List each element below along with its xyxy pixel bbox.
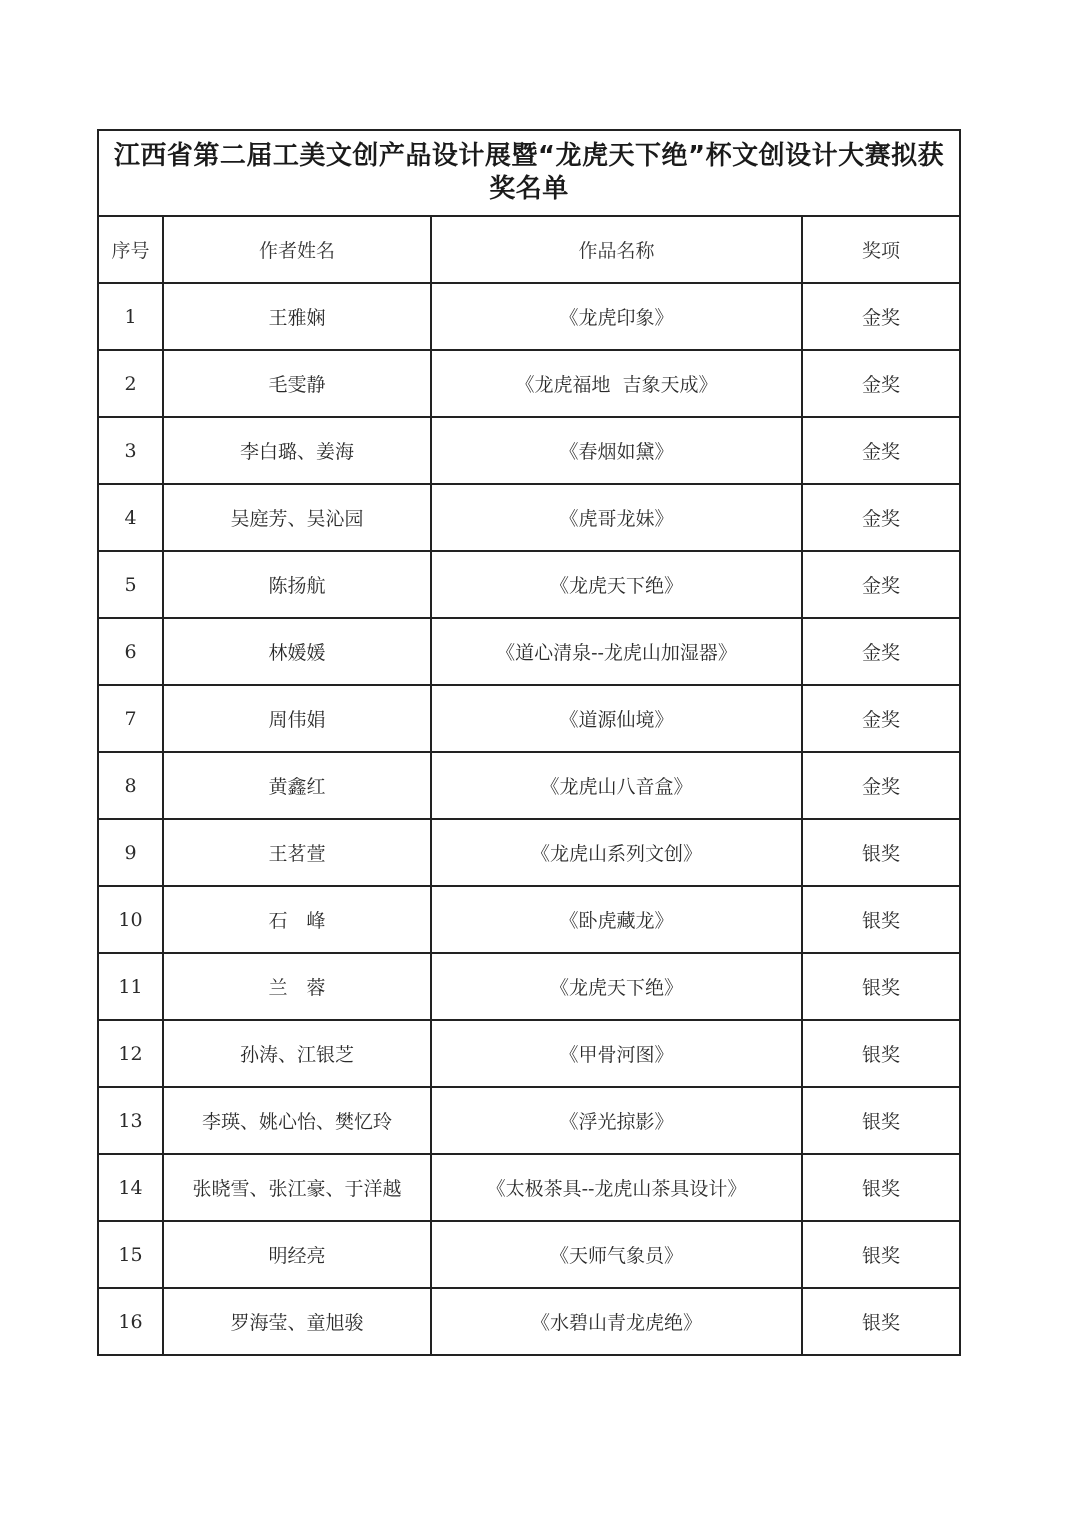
author-name: 张晓雪、张江豪、于洋越 [163,1154,431,1221]
award-level: 金奖 [802,484,960,551]
work-title: 《龙虎福地 吉象天成》 [431,350,802,417]
row-number: 5 [98,551,163,618]
row-number: 4 [98,484,163,551]
award-level: 金奖 [802,417,960,484]
table-row [98,484,960,551]
table-row [98,417,960,484]
award-level: 金奖 [802,283,960,350]
award-level: 金奖 [802,752,960,819]
row-number: 8 [98,752,163,819]
author-name: 明经亮 [163,1221,431,1288]
author-name: 毛雯静 [163,350,431,417]
row-number: 12 [98,1020,163,1087]
author-name: 孙涛、江银芝 [163,1020,431,1087]
table-row [98,953,960,1020]
award-level: 金奖 [802,685,960,752]
row-number: 6 [98,618,163,685]
work-title: 《道源仙境》 [431,685,802,752]
award-table [97,129,961,1356]
table-row [98,1154,960,1221]
award-level: 银奖 [802,886,960,953]
award-level: 银奖 [802,819,960,886]
table-header-row [98,216,960,283]
award-level: 金奖 [802,551,960,618]
author-name: 王雅娴 [163,283,431,350]
table-row [98,1221,960,1288]
table-row [98,819,960,886]
row-number: 10 [98,886,163,953]
table-row [98,1288,960,1355]
author-name: 兰 蓉 [163,953,431,1020]
author-name: 李瑛、姚心怡、樊忆玲 [163,1087,431,1154]
table-row [98,886,960,953]
award-level: 银奖 [802,1288,960,1355]
author-name: 李白璐、姜海 [163,417,431,484]
award-level: 银奖 [802,1221,960,1288]
author-name: 周伟娟 [163,685,431,752]
row-number: 15 [98,1221,163,1288]
author-name: 黄鑫红 [163,752,431,819]
row-number: 1 [98,283,163,350]
award-level: 银奖 [802,953,960,1020]
author-name: 林媛媛 [163,618,431,685]
row-number: 2 [98,350,163,417]
column-header-author: 作者姓名 [163,216,431,283]
author-name: 吴庭芳、吴沁园 [163,484,431,551]
table-row [98,752,960,819]
author-name: 陈扬航 [163,551,431,618]
work-title: 《龙虎印象》 [431,283,802,350]
row-number: 7 [98,685,163,752]
row-number: 14 [98,1154,163,1221]
work-title: 《春烟如黛》 [431,417,802,484]
award-level: 金奖 [802,350,960,417]
column-header-award: 奖项 [802,216,960,283]
row-number: 16 [98,1288,163,1355]
row-number: 11 [98,953,163,1020]
table-row [98,551,960,618]
work-title: 《龙虎天下绝》 [431,551,802,618]
author-name: 王茗萱 [163,819,431,886]
work-title: 《龙虎山八音盒》 [431,752,802,819]
work-title: 《水碧山青龙虎绝》 [431,1288,802,1355]
author-name: 石 峰 [163,886,431,953]
page-title: 江西省第二届工美文创产品设计展暨“龙虎天下绝”杯文创设计大赛拟获奖名单 [98,130,960,216]
work-title: 《虎哥龙妹》 [431,484,802,551]
work-title: 《道心清泉--龙虎山加湿器》 [431,618,802,685]
table-row [98,618,960,685]
column-header-work: 作品名称 [431,216,802,283]
author-name: 罗海莹、童旭骏 [163,1288,431,1355]
work-title: 《太极茶具--龙虎山茶具设计》 [431,1154,802,1221]
table-row [98,1087,960,1154]
work-title: 《卧虎藏龙》 [431,886,802,953]
row-number: 13 [98,1087,163,1154]
table-row [98,350,960,417]
work-title: 《龙虎天下绝》 [431,953,802,1020]
table-row [98,283,960,350]
row-number: 9 [98,819,163,886]
work-title: 《天师气象员》 [431,1221,802,1288]
work-title: 《甲骨河图》 [431,1020,802,1087]
award-level: 银奖 [802,1087,960,1154]
award-level: 银奖 [802,1020,960,1087]
work-title: 《浮光掠影》 [431,1087,802,1154]
award-level: 金奖 [802,618,960,685]
row-number: 3 [98,417,163,484]
award-level: 银奖 [802,1154,960,1221]
table-row [98,685,960,752]
table-row [98,1020,960,1087]
column-header-number: 序号 [98,216,163,283]
work-title: 《龙虎山系列文创》 [431,819,802,886]
